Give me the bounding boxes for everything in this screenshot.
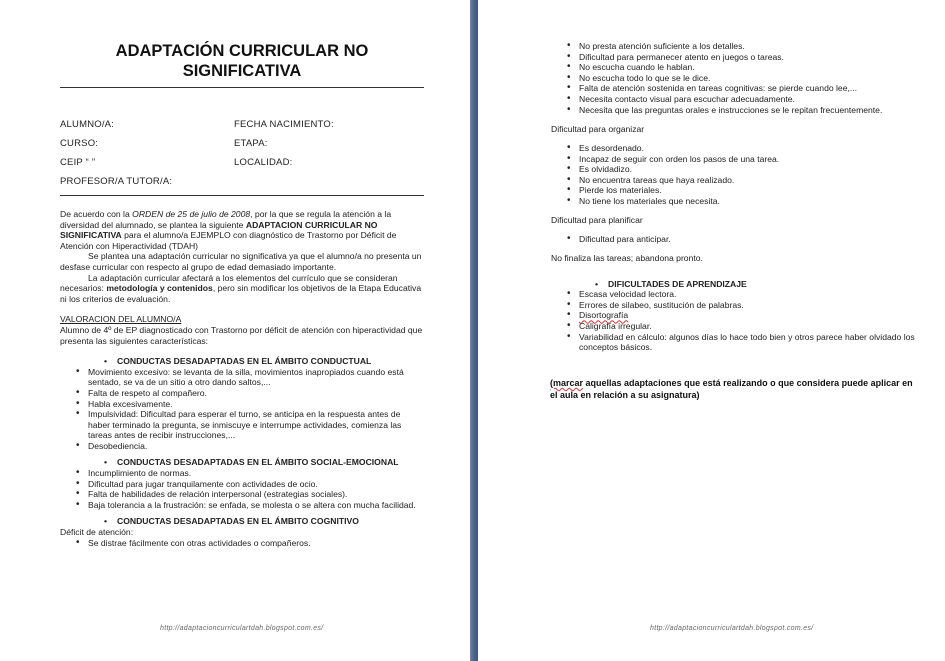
cognitivo-subheading: Déficit de atención: — [60, 527, 134, 538]
list-item: • Falta de habilidades de relación interpersonal (estrategias sociales). — [88, 489, 424, 500]
list-item — [579, 310, 916, 321]
field-etapa: ETAPA: — [234, 138, 268, 149]
acns-bold: ADAPTACION CURRICULAR NO SIGNIFICATIVA — [60, 219, 378, 241]
list-item: • Falta de atención sostenida en tareas cognitivas: se pierde cuando lee,... — [579, 83, 916, 94]
right-footer-url: http://adaptacioncurriculartdah.blogspot.com.es/ — [650, 625, 814, 632]
page-divider — [470, 0, 478, 661]
conductual-list — [60, 367, 424, 452]
atencion-list — [551, 41, 916, 115]
field-fecha-nacimiento: FECHA NACIMIENTO: — [234, 119, 334, 130]
list-item: • Variabilidad en cálculo: algunos días lo hace todo bien y otros parece haber olvidado los conceptos básicos. — [579, 332, 916, 353]
list-item: • Habla excesivamente. — [88, 399, 424, 410]
list-item: • Errores de silabeo, sustitución de palabras. — [579, 300, 916, 311]
field-curso: CURSO: — [60, 138, 99, 149]
document-title: ADAPTACIÓN CURRICULAR NO SIGNIFICATIVA — [115, 42, 369, 80]
list-item: • Escasa velocidad lectora. — [579, 289, 916, 300]
aprendizaje-heading: • DIFICULTADES DE APRENDIZAJE — [551, 279, 916, 290]
finaliza-text: No finaliza las tareas; abandona pronto. — [551, 253, 703, 264]
valoracion-text: Alumno de 4º de EP diagnosticado con Trastorno por déficit de atención con hiperactividad que presenta las siguientes características: — [60, 324, 423, 346]
list-item: • No presta atención suficiente a los detalles. — [579, 41, 916, 52]
list-item: • Baja tolerancia a la frustración: se enfada, se molesta o se altera con mucha facilidad. — [88, 500, 424, 511]
social-heading: • CONDUCTAS DESADAPTADAS EN EL ÁMBITO SOCIAL-EMOCIONAL — [60, 457, 424, 468]
field-profesor-tutor: PROFESOR/A TUTOR/A: — [60, 176, 173, 187]
list-item: • No tiene los materiales que necesita. — [579, 196, 916, 207]
left-body — [60, 209, 424, 548]
list-item: • Necesita contacto visual para escuchar adecuadamente. — [579, 94, 916, 105]
organizar-label: Dificultad para organizar — [551, 123, 645, 134]
cognitivo-heading: • CONDUCTAS DESADAPTADAS EN EL ÁMBITO COGNITIVO — [60, 516, 424, 527]
list-item: • Desobediencia. — [88, 441, 424, 452]
conductual-heading: • CONDUCTAS DESADAPTADAS EN EL ÁMBITO CONDUCTUAL — [60, 356, 424, 367]
list-item: • Impulsividad: Dificultad para esperar el turno, se anticipa en la respuesta antes de haber terminado la pregunta, se inmiscuye e interrumpe actividades, comienza las tareas antes de recibir instrucciones,... — [88, 409, 424, 441]
list-item: • Dificultad para jugar tranquilamente con actividades de ocio. — [88, 479, 424, 490]
right-body — [551, 41, 916, 353]
list-item: • Falta de respeto al compañero. — [88, 388, 424, 399]
fields-rule — [60, 195, 424, 196]
list-item: • Incapaz de seguir con orden los pasos de una tarea. — [579, 154, 916, 165]
social-list — [60, 468, 424, 510]
cognitivo-list — [60, 538, 424, 549]
list-item: • Necesita que las preguntas orales e instrucciones se le repitan frecuentemente. — [579, 105, 916, 116]
aprendizaje-list — [551, 289, 916, 353]
list-item: • Es olvidadizo. — [579, 164, 916, 175]
planificar-label: Dificultad para planificar — [551, 215, 643, 226]
list-item: • No escucha cuando le hablan. — [579, 62, 916, 73]
intro-paragraph-2: Se plantea una adaptación curricular no significativa ya que el alumno/a no presenta un desfase curricular con respecto al grupo de edad demasiado importante. — [60, 251, 422, 272]
closing-instruction: (marcar aquellas adaptaciones que está realizando o que considera puede aplicar en el aula en relación a su asignatura) — [550, 378, 913, 400]
intro-paragraph-1: De acuerdo con la ORDEN de 25 de julio de 2008, por la que se regula la atención a la diversidad del alumnado, se plantea la siguiente ADAPTACION CURRICULAR NO SIGNIFICATIVA para el alumno/a EJEMPLO con diagnóstico de Trastorno por Déficit de Atención con Hiperactividad (TDAH) — [60, 209, 397, 251]
list-item: • Caligrafía irregular. — [579, 321, 916, 332]
list-item: • No encuentra tareas que haya realizado. — [579, 175, 916, 186]
list-item: • Movimiento excesivo: se levanta de la silla, movimientos inapropiados cuando está sentado, se va de un sitio a otro dando saltos,... — [88, 367, 424, 388]
left-footer-url: http://adaptacioncurriculartdah.blogspot.com.es/ — [160, 625, 324, 632]
field-localidad: LOCALIDAD: — [234, 157, 293, 168]
orden-reference: ORDEN de 25 de julio de 2008 — [132, 209, 251, 219]
intro-paragraph-3: La adaptación curricular afectará a los elementos del currículo que se consideran necesarios: metodología y contenidos, pero sin modificar los objetivos de la Etapa Educativa ni los criterios de evaluación. — [60, 272, 422, 304]
list-item: • Dificultad para anticipar. — [579, 234, 916, 245]
list-item: • Se distrae fácilmente con otras actividades o compañeros. — [88, 538, 424, 549]
spellcheck-word: Disortografía — [579, 310, 629, 321]
list-item: • No escucha todo lo que se le dice. — [579, 73, 916, 84]
valoracion-heading: VALORACION DEL ALUMNO/A — [60, 314, 182, 325]
list-item: • Es desordenado. — [579, 143, 916, 154]
list-item: • Incumplimiento de normas. — [88, 468, 424, 479]
list-item: • Pierde los materiales. — [579, 185, 916, 196]
field-alumno: ALUMNO/A: — [60, 119, 115, 130]
field-ceip: CEIP “ ” — [60, 157, 96, 168]
list-item: • Dificultad para permanecer atento en juegos o tareas. — [579, 52, 916, 63]
organizar-list — [551, 143, 916, 207]
title-rule — [60, 87, 424, 88]
planificar-list — [551, 234, 916, 245]
